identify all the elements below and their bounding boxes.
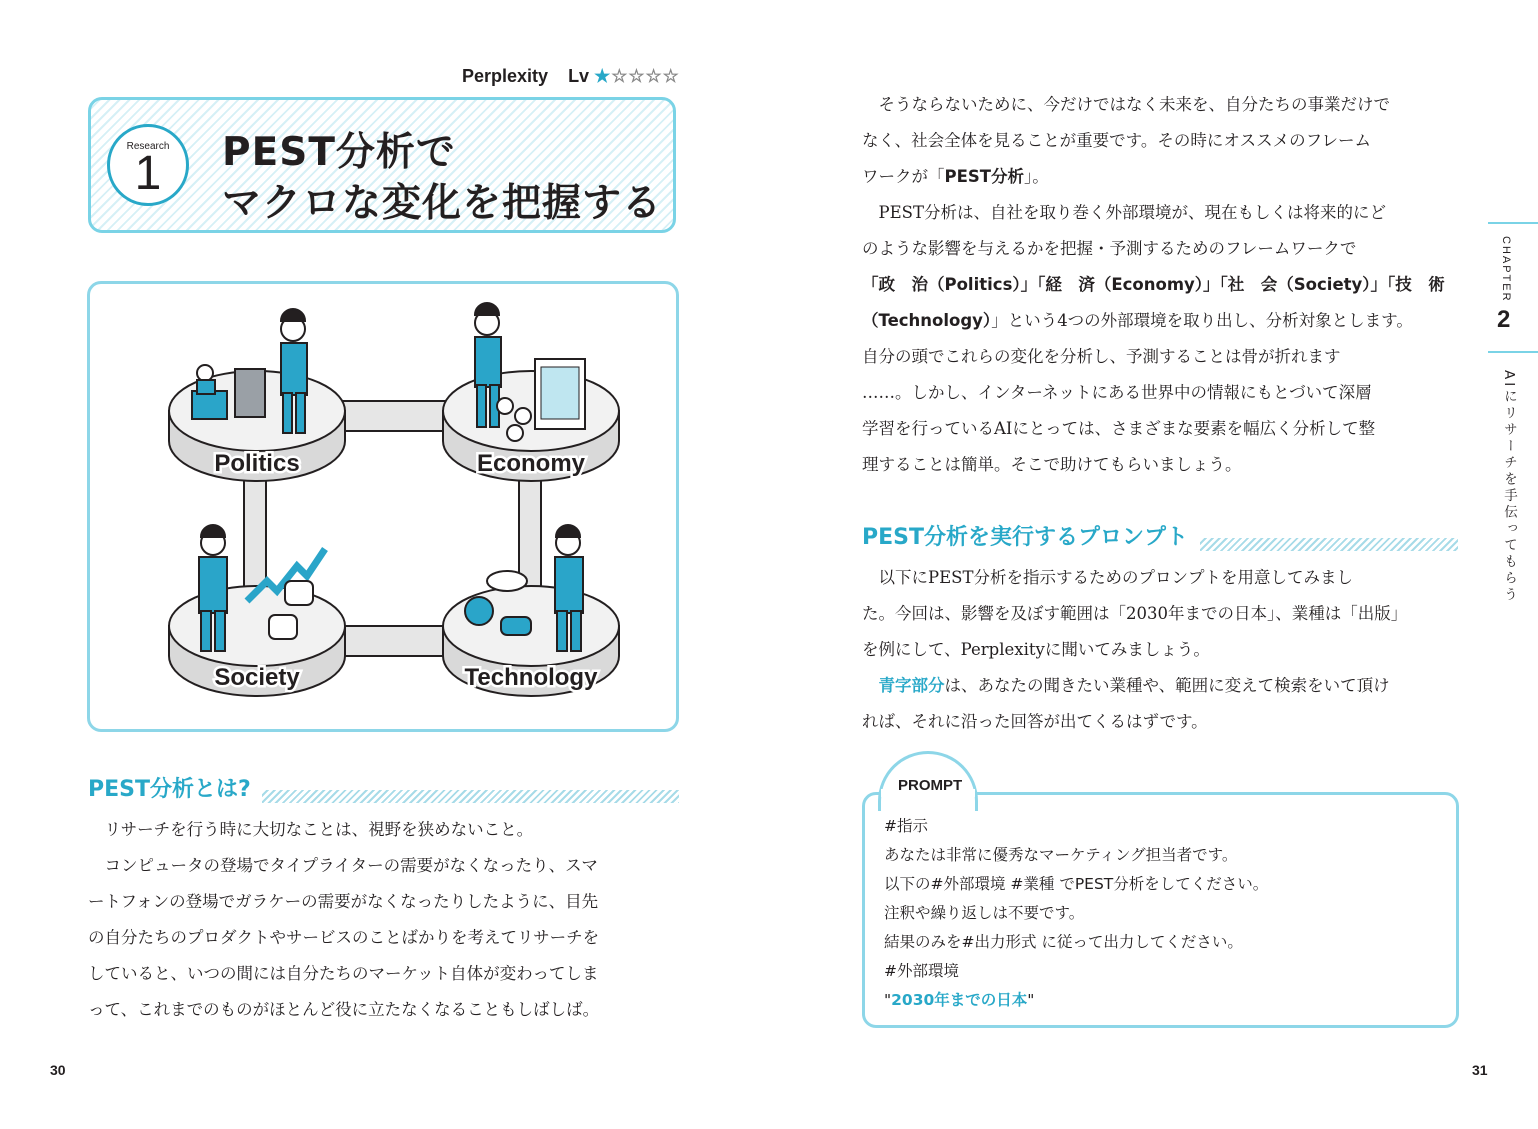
paragraph-line: 自分の頭でこれらの変化を分析し、予測することは骨が折れます (862, 347, 1341, 366)
star-filled-icon: ★ (594, 66, 612, 86)
paragraph-line: 以下にPEST分析を指示するためのプロンプトを用意してみまし (862, 568, 1353, 587)
section-title-prompt: PEST分析を実行するプロンプト (862, 525, 1189, 550)
heart-bubble-icon (285, 581, 313, 605)
chapter-tab-top-rule (1488, 222, 1538, 224)
paragraph-line: の自分たちのプロダクトやサービスのことばかりを考えてリサーチを (88, 928, 600, 947)
prompt-line: 注釈や繰り返しは不要です。 (884, 904, 1085, 922)
cloud-icon (487, 571, 527, 591)
paragraph-line: なく、社会全体を見ることが重要です。その時にオススメのフレーム (862, 131, 1372, 150)
paragraph-line: リサーチを行う時に大切なことは、視野を狭めないこと。 (88, 820, 534, 839)
paragraph-line: のような影響を与えるかを把握・予測するためのフレームワークで (862, 239, 1357, 258)
pest-bold: PEST分析 (944, 167, 1025, 186)
right-body-2 (862, 560, 1407, 740)
prompt-line: 以下の#外部環境 #業種 でPEST分析をしてください。 (884, 875, 1269, 893)
chapter-title: AIにリサーチを手伝ってもらう (1501, 370, 1517, 604)
paragraph-line: そうならないために、今だけではなく未来を、自分たちの事業だけで (862, 95, 1390, 114)
research-badge (107, 124, 189, 206)
ai-robot-icon (465, 597, 493, 625)
prompt-blue-value: 2030年までの日本 (891, 991, 1028, 1009)
chapter-number: 2 (1497, 306, 1511, 333)
paragraph-line: れば、それに沿った回答が出てくるはずです。 (862, 712, 1208, 731)
right-body (862, 87, 1445, 483)
chapter-label: CHAPTER (1500, 236, 1512, 303)
like-bubble-icon (269, 615, 297, 639)
pest-illustration (87, 281, 679, 732)
money-bags-icon (497, 398, 513, 414)
label-politics: Politics (214, 450, 300, 477)
level-stars (594, 66, 680, 86)
paragraph-line: ートフォンの登場でガラケーの需要がなくなったりしたように、目先 (88, 892, 599, 911)
page-title-line1: PEST分析で (222, 130, 456, 175)
level-line (462, 66, 680, 87)
prompt-line-highlight: "2030年までの日本" (884, 991, 1035, 1009)
law-book-icon (235, 369, 265, 417)
paragraph-line: 学習を行っているAIにとっては、さまざまな要素を幅広く分析して整 (862, 419, 1376, 438)
paragraph-line: 青字部分は、あなたの聞きたい業種や、範囲に変えて検索をいて頂け (878, 676, 1390, 695)
star-empty-icon: ☆☆☆☆ (611, 66, 680, 86)
tool-name: Perplexity (462, 66, 549, 86)
paragraph-line: ワークが「PEST分析」。 (862, 167, 1049, 186)
paragraph-line: ……。しかし、インターネットにある世界中の情報にもとづいて深層 (862, 383, 1372, 402)
paragraph-line: って、これまでのものがほとんど役に立たなくなることもしばしば。 (88, 1000, 600, 1019)
politics-scene (192, 309, 307, 433)
pest-factors-line: 「政 治（Politics）」「経 済（Economy）」「社 会（Society）」「技 術 (862, 275, 1445, 294)
paragraph-line: た。今回は、影響を及ぼす範囲は「2030年までの日本」、業種は「出版」 (862, 604, 1408, 623)
paragraph-line: （Technology）」という4つの外部環境を取り出し、分析対象とします。 (862, 311, 1413, 330)
label-economy: Economy (476, 450, 586, 477)
paragraph-line: を例にして、Perplexityに聞いてみましょう。 (862, 640, 1210, 659)
paragraph-line: PEST分析は、自社を取り巻く外部環境が、現在もしくは将来的にど (862, 203, 1386, 222)
section-rule (1200, 538, 1458, 551)
research-number: 1 (134, 147, 162, 200)
label-society: Society (214, 664, 300, 691)
prompt-line: あなたは非常に優秀なマーケティング担当者です。 (884, 846, 1238, 864)
page-title-line2: マクロな変化を把握する (222, 181, 663, 226)
prompt-label: PROMPT (898, 777, 963, 794)
label-technology: Technology (464, 664, 598, 691)
vr-headset-icon (501, 617, 531, 635)
page-number-left: 30 (50, 1062, 66, 1078)
section-rule (262, 790, 679, 803)
paragraph-line: 理することは簡単。そこで助けてもらいましょう。 (862, 455, 1242, 474)
paragraph-line: していると、いつの間には自分たちのマーケット自体が変わってしま (88, 964, 599, 983)
prompt-line: #外部環境 (884, 962, 959, 980)
blue-text-highlight: 青字部分 (878, 676, 945, 695)
prompt-line: #指示 (884, 817, 928, 835)
page-number-right: 31 (1472, 1062, 1488, 1078)
left-body (88, 812, 599, 1028)
level-label: Lv (568, 66, 590, 86)
chapter-tab-mid-rule (1488, 351, 1538, 353)
paragraph-line: コンピュータの登場でタイプライターの需要がなくなったり、スマ (88, 856, 598, 875)
prompt-line: 結果のみを#出力形式 に従って出力してください。 (884, 933, 1243, 951)
research-label: Research (126, 141, 170, 152)
section-title-pest: PEST分析とは? (88, 777, 251, 802)
